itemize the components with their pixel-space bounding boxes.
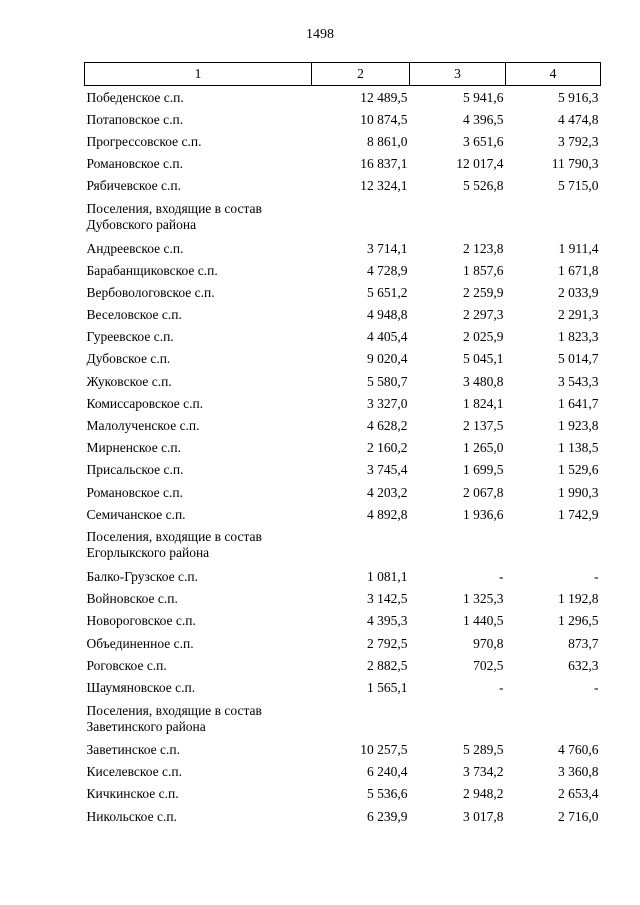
settlement-name: Романовское с.п. [86, 484, 183, 500]
value-column-4: 873,7 [568, 635, 599, 651]
value-column-2: 4 628,2 [367, 418, 408, 434]
column-header-2: 2 [312, 63, 410, 86]
value-column-3: 1 824,1 [463, 395, 504, 411]
value-column-2: 12 324,1 [360, 178, 408, 194]
value-column-2: 4 892,8 [367, 506, 408, 522]
value-column-4: - [594, 568, 599, 584]
value-column-3: 2 259,9 [463, 284, 504, 300]
group-heading: Поселения, входящие в состав Заветинского района [86, 702, 262, 734]
table-row [85, 392, 601, 414]
value-column-3: - [499, 568, 504, 584]
value-column-3: - [499, 679, 504, 695]
value-column-4: 632,3 [568, 657, 599, 673]
value-column-4: 11 790,3 [551, 156, 599, 172]
table-row [85, 326, 601, 348]
settlement-name: Объединенное с.п. [86, 635, 194, 651]
empty-cell [410, 197, 506, 237]
value-column-4: 1 923,8 [558, 418, 599, 434]
value-column-3: 1 440,5 [463, 613, 504, 629]
value-column-4: 5 715,0 [558, 178, 599, 194]
value-column-4: 3 360,8 [558, 764, 599, 780]
settlement-name: Малолученское с.п. [86, 418, 200, 434]
settlement-name: Гуреевское с.п. [86, 329, 174, 345]
value-column-2: 4 405,4 [367, 329, 408, 345]
table-row [85, 370, 601, 392]
value-column-3: 2 067,8 [463, 484, 504, 500]
settlement-name: Веселовское с.п. [86, 307, 182, 323]
empty-cell [410, 699, 506, 739]
value-column-2: 12 489,5 [360, 89, 408, 105]
value-column-3: 702,5 [473, 657, 504, 673]
value-column-4: 2 653,4 [558, 786, 599, 802]
value-column-3: 1 936,6 [463, 506, 504, 522]
value-column-2: 4 728,9 [367, 262, 408, 278]
value-column-3: 12 017,4 [456, 156, 504, 172]
value-column-3: 2 948,2 [463, 786, 504, 802]
table-row [85, 414, 601, 436]
value-column-2: 5 651,2 [367, 284, 408, 300]
settlement-name: Вербовологовское с.п. [86, 284, 215, 300]
table-row [85, 739, 601, 761]
empty-cell [312, 197, 410, 237]
value-column-2: 2 160,2 [367, 440, 408, 456]
table-row [85, 783, 601, 805]
value-column-4: 1 529,6 [558, 462, 599, 478]
value-column-2: 10 874,5 [360, 111, 408, 127]
table-row [85, 632, 601, 654]
value-column-3: 3 651,6 [463, 133, 504, 149]
value-column-4: 1 192,8 [558, 591, 599, 607]
table-row [85, 588, 601, 610]
settlement-name: Барабанщиковское с.п. [86, 262, 218, 278]
value-column-4: 1 641,7 [558, 395, 599, 411]
value-column-3: 2 025,9 [463, 329, 504, 345]
settlement-name: Киселевское с.п. [86, 764, 183, 780]
value-column-4: - [594, 679, 599, 695]
value-column-3: 3 734,2 [463, 764, 504, 780]
table-row [85, 237, 601, 259]
table-row [85, 259, 601, 281]
value-column-2: 16 837,1 [360, 156, 408, 172]
value-column-4: 1 671,8 [558, 262, 599, 278]
table-row [85, 130, 601, 152]
table-row [85, 610, 601, 632]
value-column-4: 1 990,3 [558, 484, 599, 500]
value-column-2: 3 142,5 [367, 591, 408, 607]
table-row [85, 805, 601, 827]
value-column-3: 2 123,8 [463, 240, 504, 256]
table-row [85, 108, 601, 130]
table-row [85, 153, 601, 175]
value-column-3: 1 699,5 [463, 462, 504, 478]
value-column-3: 1 857,6 [463, 262, 504, 278]
settlement-name: Балко-Грузское с.п. [86, 568, 198, 584]
settlement-name: Победенское с.п. [86, 89, 184, 105]
empty-cell [410, 525, 506, 565]
value-column-4: 4 760,6 [558, 742, 599, 758]
value-column-3: 970,8 [473, 635, 504, 651]
settlement-name: Заветинское с.п. [86, 742, 181, 758]
value-column-3: 5 289,5 [463, 742, 504, 758]
value-column-3: 3 017,8 [463, 808, 504, 824]
value-column-2: 3 745,4 [367, 462, 408, 478]
value-column-4: 1 823,3 [558, 329, 599, 345]
settlement-name: Потаповское с.п. [86, 111, 184, 127]
value-column-3: 2 137,5 [463, 418, 504, 434]
value-column-4: 5 916,3 [558, 89, 599, 105]
column-header-3: 3 [410, 63, 506, 86]
value-column-2: 3 714,1 [367, 240, 408, 256]
settlement-name: Романовское с.п. [86, 156, 183, 172]
value-column-3: 5 941,6 [463, 89, 504, 105]
value-column-3: 3 480,8 [463, 373, 504, 389]
table-row [85, 348, 601, 370]
value-column-2: 3 327,0 [367, 395, 408, 411]
empty-cell [506, 525, 601, 565]
value-column-2: 6 239,9 [367, 808, 408, 824]
table-row [85, 761, 601, 783]
value-column-4: 1 911,4 [558, 240, 599, 256]
group-heading-row [85, 699, 601, 739]
value-column-2: 5 580,7 [367, 373, 408, 389]
value-column-4: 1 138,5 [558, 440, 599, 456]
settlement-name: Рябичевское с.п. [86, 178, 181, 194]
column-header-4: 4 [506, 63, 601, 86]
value-column-2: 2 792,5 [367, 635, 408, 651]
value-column-2: 4 948,8 [367, 307, 408, 323]
settlement-name: Мирненское с.п. [86, 440, 182, 456]
settlement-name: Шаумяновское с.п. [86, 679, 196, 695]
settlement-name: Комиссаровское с.п. [86, 395, 204, 411]
settlement-name: Андреевское с.п. [86, 240, 184, 256]
value-column-2: 1 081,1 [367, 568, 408, 584]
value-column-4: 4 474,8 [558, 111, 599, 127]
value-column-2: 1 565,1 [367, 679, 408, 695]
value-column-2: 6 240,4 [367, 764, 408, 780]
table-row [85, 654, 601, 676]
group-heading-row [85, 197, 601, 237]
table-row [85, 459, 601, 481]
value-column-4: 1 296,5 [558, 613, 599, 629]
settlement-name: Роговское с.п. [86, 657, 167, 673]
column-header-1: 1 [85, 63, 312, 86]
value-column-2: 5 536,6 [367, 786, 408, 802]
empty-cell [506, 197, 601, 237]
value-column-2: 2 882,5 [367, 657, 408, 673]
value-column-2: 8 861,0 [367, 133, 408, 149]
table-row [85, 437, 601, 459]
page-number: 1498 [306, 27, 334, 42]
value-column-2: 10 257,5 [360, 742, 408, 758]
table-row [85, 503, 601, 525]
value-column-3: 4 396,5 [463, 111, 504, 127]
empty-cell [312, 699, 410, 739]
value-column-4: 2 716,0 [558, 808, 599, 824]
settlement-name: Семичанское с.п. [86, 506, 186, 522]
value-column-3: 5 526,8 [463, 178, 504, 194]
settlement-name: Присальское с.п. [86, 462, 184, 478]
settlement-name: Прогрессовское с.п. [86, 133, 202, 149]
group-heading: Поселения, входящие в состав Егорлыкского района [86, 529, 262, 561]
value-column-4: 2 033,9 [558, 284, 599, 300]
value-column-3: 1 265,0 [463, 440, 504, 456]
table-row [85, 86, 601, 109]
table-body [85, 86, 601, 828]
value-column-2: 9 020,4 [367, 351, 408, 367]
table-row [85, 676, 601, 698]
empty-cell [506, 699, 601, 739]
value-column-4: 2 291,3 [558, 307, 599, 323]
settlement-name: Дубовское с.п. [86, 351, 171, 367]
value-column-2: 4 203,2 [367, 484, 408, 500]
value-column-4: 3 792,3 [558, 133, 599, 149]
budget-table [84, 62, 601, 827]
settlement-name: Новороговское с.п. [86, 613, 196, 629]
settlement-name: Кичкинское с.п. [86, 786, 179, 802]
value-column-4: 3 543,3 [558, 373, 599, 389]
value-column-3: 5 045,1 [463, 351, 504, 367]
value-column-2: 4 395,3 [367, 613, 408, 629]
settlement-name: Жуковское с.п. [86, 373, 172, 389]
value-column-3: 1 325,3 [463, 591, 504, 607]
table-row [85, 481, 601, 503]
table-row [85, 281, 601, 303]
value-column-4: 5 014,7 [558, 351, 599, 367]
table-row [85, 565, 601, 587]
value-column-4: 1 742,9 [558, 506, 599, 522]
settlement-name: Никольское с.п. [86, 808, 177, 824]
group-heading: Поселения, входящие в состав Дубовского района [86, 200, 262, 232]
group-heading-row [85, 525, 601, 565]
empty-cell [312, 525, 410, 565]
table-row [85, 304, 601, 326]
settlement-name: Войновское с.п. [86, 591, 178, 607]
table-row [85, 175, 601, 197]
value-column-3: 2 297,3 [463, 307, 504, 323]
table-header-row [85, 63, 601, 86]
